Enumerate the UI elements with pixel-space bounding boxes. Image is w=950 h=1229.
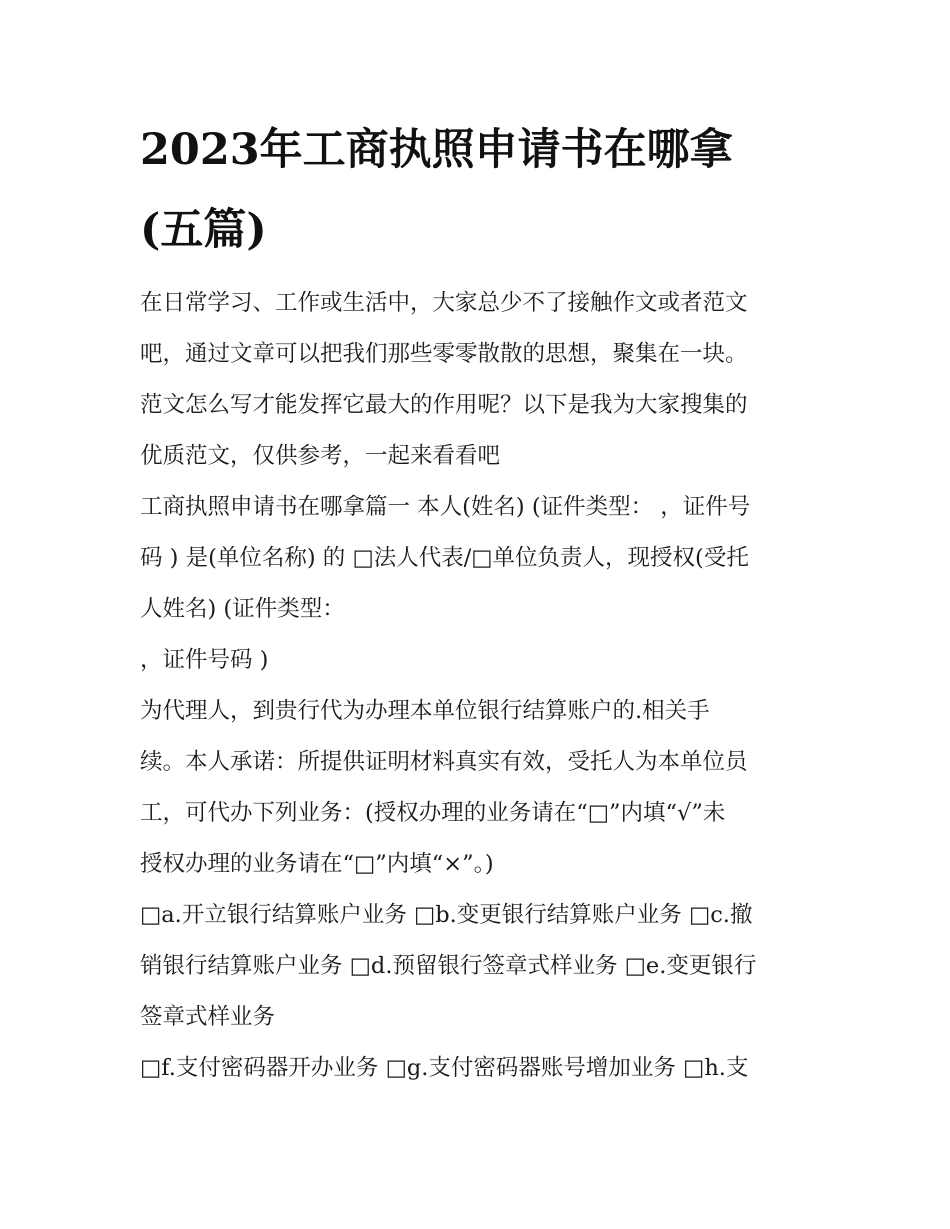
agent-paragraph: [140, 686, 820, 890]
text-line: 为代理人，到贵行代为办理本单位银行结算账户的.相关手: [140, 698, 710, 724]
text-line: 销银行结算账户业务 □d.预留银行签章式样业务 □e.变更银行: [140, 953, 757, 979]
text-line: 工，可代办下列业务：(授权办理的业务请在“□”内填“√”未: [140, 800, 726, 826]
id-number-paragraph: [140, 635, 820, 686]
text-line: 工商执照申请书在哪拿篇一 本人(姓名) (证件类型： ，证件号: [140, 494, 751, 520]
text-line: 授权办理的业务请在“□”内填“×”。): [140, 851, 494, 877]
document-body: [140, 278, 820, 1094]
text-line: □f.支付密码器开办业务 □g.支付密码器账号增加业务 □h.支: [140, 1055, 749, 1081]
title-line: (五篇): [140, 205, 267, 255]
intro-paragraph: [140, 278, 820, 482]
text-line: 在日常学习、工作或生活中，大家总少不了接触作文或者范文: [140, 290, 748, 316]
text-line: 优质范文，仅供参考，一起来看看吧: [140, 443, 501, 469]
authorization-paragraph: [140, 482, 820, 635]
text-line: 码 ) 是(单位名称) 的 □法人代表/□单位负责人，现授权(受托: [140, 545, 749, 571]
text-line: 吧，通过文章可以把我们那些零零散散的思想，聚集在一块。: [140, 341, 748, 367]
text-line: ，证件号码 ): [140, 647, 269, 673]
document-title: [140, 110, 820, 270]
business-options-paragraph: [140, 890, 820, 1043]
title-line: 2023年工商执照申请书在哪拿: [140, 125, 733, 175]
payment-options-paragraph: [140, 1043, 820, 1094]
text-line: 签章式样业务: [140, 1004, 276, 1030]
text-line: 范文怎么写才能发挥它最大的作用呢？以下是我为大家搜集的: [140, 392, 748, 418]
text-line: □a.开立银行结算账户业务 □b.变更银行结算账户业务 □c.撤: [140, 902, 753, 928]
text-line: 人姓名) (证件类型：: [140, 596, 345, 622]
text-line: 续。本人承诺：所提供证明材料真实有效，受托人为本单位员: [140, 749, 748, 775]
